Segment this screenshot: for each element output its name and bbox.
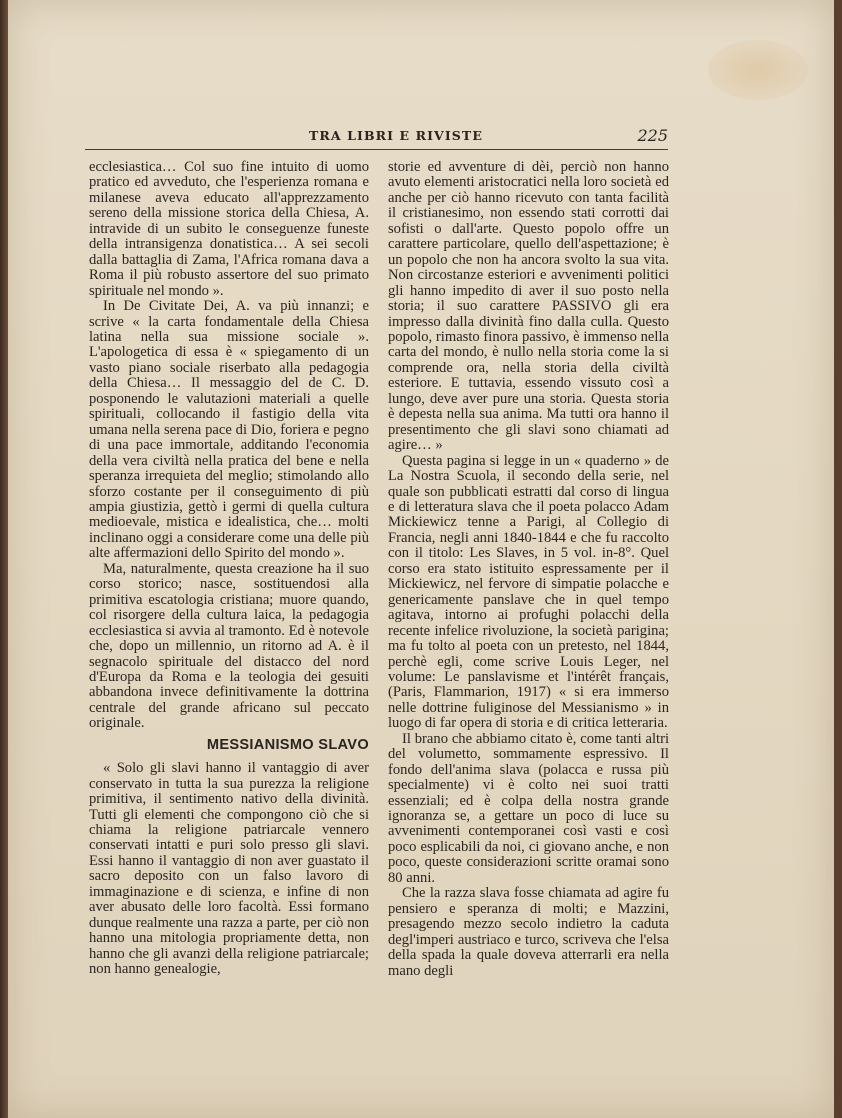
- paragraph: Che la razza slava fosse chiamata ad agire fu pensiero e speranza di molti; e Mazzini, presagendo mezzo secolo indietro la caduta degl'imperi austriaco e turco, scriveva che l'elsa della spada la quale doveva atterrarli era nella mano degli: [388, 885, 669, 979]
- right-column: [388, 160, 669, 979]
- section-heading: MESSIANISMO SLAVO: [206, 736, 369, 753]
- left-column: [89, 160, 369, 978]
- paragraph: ecclesiastica… Col suo fine intuito di uomo pratico ed avveduto, che l'esperienza romana e milanese aveva educato all'apprezzamento sereno della missione storica della Chiesa, A. intravide di un subito le conseguenze funeste della intransigenza donatistica… A sei secoli dalla battaglia di Zama, l'Africa romana dava a Roma il più robusto assertore del suo primato spirituale nel mondo ».: [89, 159, 369, 299]
- running-head: TRA LIBRI E RIVISTE: [309, 128, 483, 143]
- page-header: [85, 128, 668, 148]
- header-rule: [85, 149, 668, 150]
- paragraph: « Solo gli slavi hanno il vantaggio di aver conservato in tutta la sua purezza la religione primitiva, il sentimento nativo della divinità. Tutti gli elementi che compongono ciò che si chiama la religione patriarcale vennero conservati intatti e puri solo presso gli slavi. Essi hanno il vantaggio di non aver guastato il sacro deposito con un falso lavoro di immaginazione e di scienza, e infine di non aver abusato delle loro facoltà. Essi formano dunque realmente una razza a parte, per ciò non hanno una mitologia propriamente detta, non hanno che gli avanzi della religione patriarcale; non hanno genealogie,: [89, 760, 369, 978]
- paragraph: Questa pagina si legge in un « quaderno » de La Nostra Scuola, il secondo della serie, nel quale son pubblicati estratti dal corso di lingua e di letteratura slava che il poeta polacco Adam Mickiewicz tenne a Parigi, al Collegio di Francia, negli anni 1840-1844 e che fu raccolto con il titolo: Les Slaves, in 5 vol. in-8°. Quel corso era stato istituito espressamente per il Mickiewicz, nel fervore di simpatie polacche e genericamente panslave che in quel tempo agitava, intorno ai profughi polacchi della recente infelice rivoluzione, la società parigina; ma fu tolto al poeta con un pretesto, nel 1844, perchè egli, come scrive Louis Leger, nel volume: Le panslavisme et l'intérêt français, (Paris, Flammarion, 1917) « si era immerso nelle dottrine fuliginose del Messianismo » in luogo di far opera di storia e di critica letteraria.: [388, 452, 669, 732]
- page-number: 225: [637, 126, 668, 145]
- paper-stain: [708, 40, 808, 100]
- paragraph: Ma, naturalmente, questa creazione ha il suo corso storico; nasce, sostituendosi alla primitiva escatologia cristiana; muore quando, col risorgere della cultura laica, la pedagogia ecclesiastica si avvia al tramonto. Ed è notevole che, dopo un millennio, un ritorno ad A. è il segnacolo spirituale del distacco del nord d'Europa da Roma e la teologia dei gesuiti abbandona invece definitivamente la dottrina centrale del grande africano sul peccato originale.: [89, 560, 369, 732]
- paragraph: In De Civitate Dei, A. va più innanzi; e scrive « la carta fondamentale della Chiesa latina nella sua missione sociale ». L'apologetica di essa è « spiegamento di un vasto piano sociale riserbato alla pedagogia della Chiesa… Il messaggio del de C. D. posponendo le valutazioni materiali a quelle spirituali, collocando il fastigio della vita umana nella serena pace di Dio, foriera e pegno di una pace immortale, additando l'economia della vera civiltà nella pratica del bene e nella speranza irrequieta del meglio; stimolando allo sforzo costante per il conseguimento di più ampia giustizia, gettò i germi di quella cultura medioevale, mistica e idealistica, che… molti inclinano oggi a considerare come una delle più alte affermazioni dello Spirito del mondo ».: [89, 298, 369, 562]
- paragraph: Il brano che abbiamo citato è, come tanti altri del volumetto, sommamente espressivo. Il fondo dell'anima slava (polacca e russa più specialmente) vi è colto nei suoi tratti essenziali; ed è colpa della nostra grande ignoranza se, a gettare un poco di luce su avvenimenti contemporanei così vasti e così poco esplicabili da noi, ci giovano anche, e non poco, queste considerazioni scritte oramai sono 80 anni.: [388, 730, 669, 886]
- paragraph: storie ed avventure di dèi, perciò non hanno avuto elementi aristocratici nella loro società ed anche per ciò hanno ricevuto con tanta facilità il cristianesimo, non essendo stati corrotti dai sofisti o dall'arte. Questo popolo offre un carattere particolare, quello dell'aspettazione; è un popolo che non ha ancora svolto la sua vita. Non circostanze esteriori e avvenimenti politici gli hanno impedito di aver il suo posto nella storia; il suo carattere PASSIVO gli era impresso dalla divinità fino dalla culla. Questo popolo, rimasto finora passivo, è immenso nella carta del mondo, è nullo nella storia come la si comprende ora, nella storia della civiltà esteriore. E tuttavia, essendo vissuto così a lungo, deve aver pure una storia. Questa storia è depesta nella sua anima. Ma tutti ora hanno il presentimento che gli slavi sono chiamati ad agire… »: [388, 159, 669, 454]
